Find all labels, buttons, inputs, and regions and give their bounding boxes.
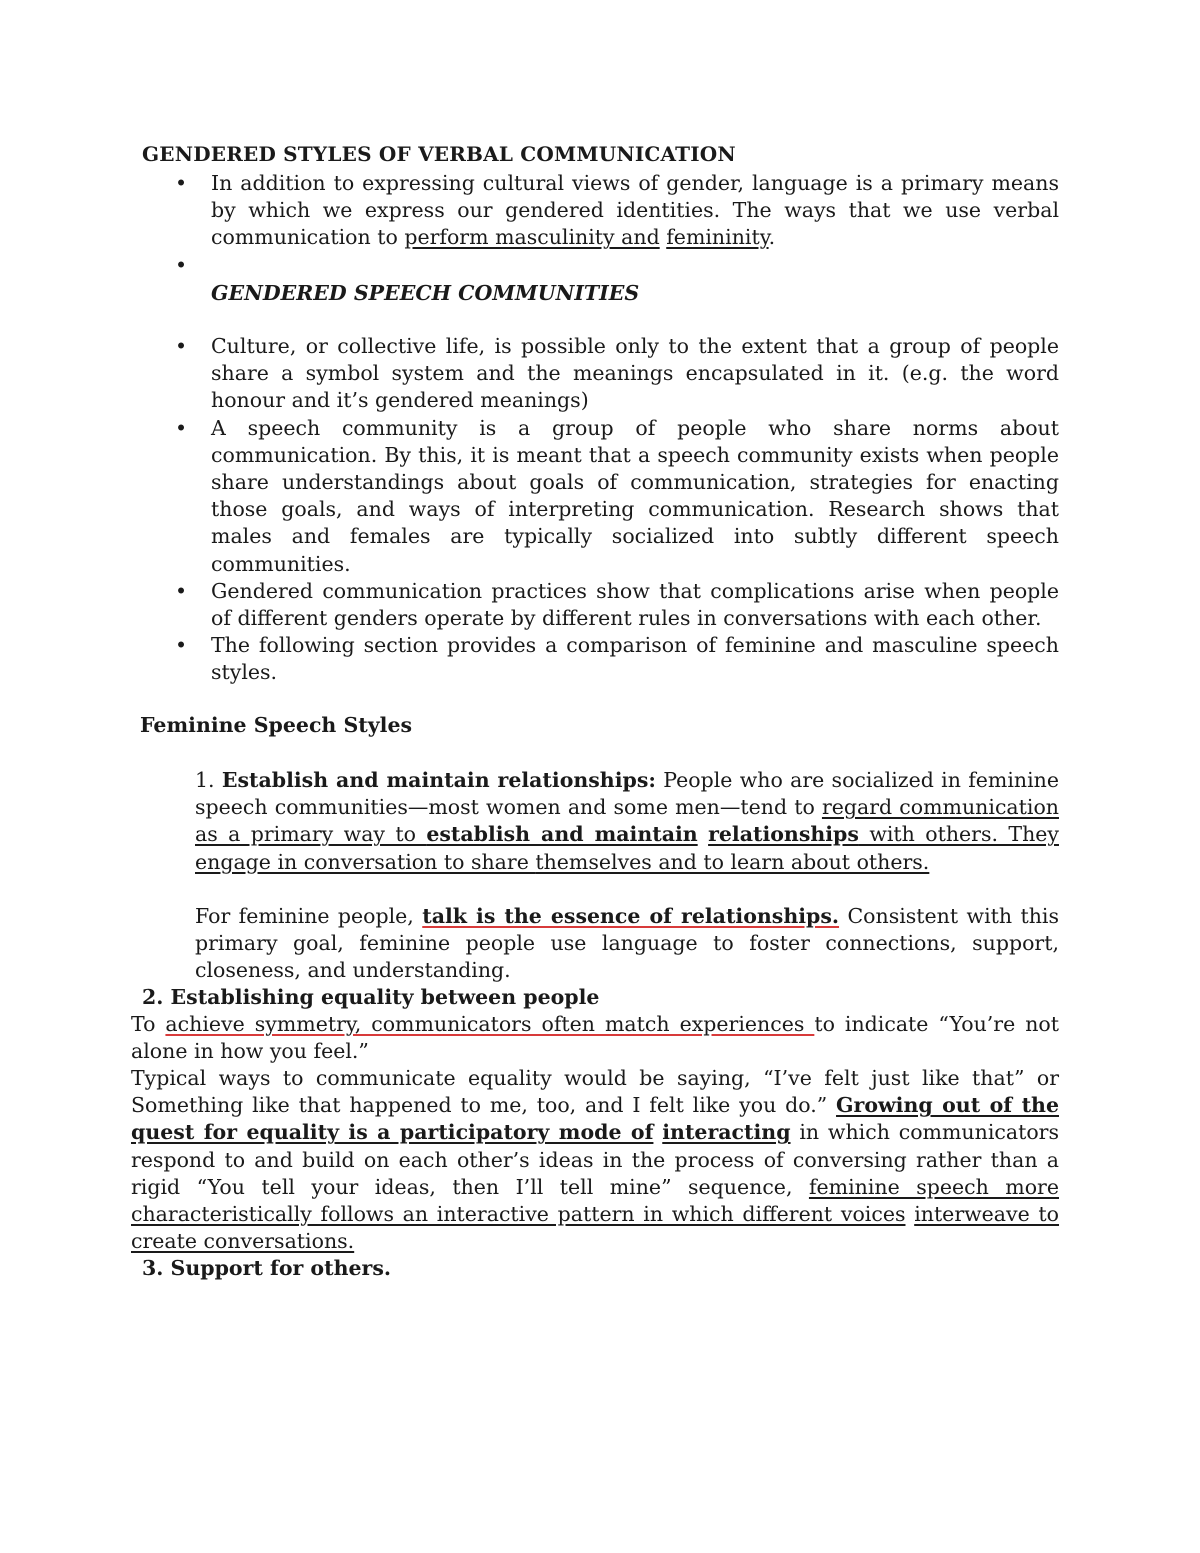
bullet-icon: • bbox=[175, 415, 188, 440]
list-item: • Culture, or collective life, is possible only to the extent that a group of people share a symbol system and the meanings encapsulated in it. (e.g. the word honour and it’s gendered meanings) bbox=[175, 334, 1059, 413]
bullet-icon: • bbox=[175, 171, 188, 195]
section-subheading: GENDERED SPEECH COMMUNITIES bbox=[211, 281, 640, 305]
empty-bullet bbox=[0, 252, 1059, 279]
page-title: GENDERED STYLES OF VERBAL COMMUNICATION bbox=[142, 142, 736, 166]
bullet-icon: • bbox=[175, 334, 188, 358]
intro-underlined-phrase: perform masculinity and bbox=[404, 225, 660, 250]
intro-text: In addition to expressing cultural views of gender, language is a primary means by which we express our gendered identities. The ways that we use verbal communication to bbox=[211, 171, 1059, 250]
item-2-body: Typical ways to communicate equality would be saying, “I’ve felt just like that” or Something like that happened to me, too, and I felt like you do.” Growing out of the quest for equality is a participatory mode of interacting in which communicators respond to and build on each other’s ideas in the process of conversing rather than a rigid “You tell your ideas, then I’ll tell mine” sequence, feminine speech more characteristically follows an interactive pattern in which different voices interweave to create conversations. bbox=[131, 1066, 1060, 1254]
item-1-label: Establish and maintain relationships: bbox=[221, 768, 656, 792]
item-1-paragraph: 1. Establish and maintain relationships: People who are socialized in feminine speech communities—most women and some men—tend to regard communication as a primary way to establish and maintain relationships with others. They engage in conversation to share themselves and to learn about others. bbox=[195, 768, 1059, 874]
list-item: • Gendered communication practices show that complications arise when people of different genders operate by different rules in conversations with each other. bbox=[175, 578, 1059, 631]
intro-underlined-word: femininity bbox=[666, 225, 769, 250]
bullet-icon: • bbox=[175, 578, 188, 603]
item-2-paragraph: To achieve symmetry, communicators often match experiences to indicate “You’re not alone in how you feel.” bbox=[131, 1012, 1059, 1064]
community-list bbox=[0, 333, 1200, 687]
item-2-heading: 2. Establishing equality between people bbox=[142, 985, 600, 1009]
bullet-icon: • bbox=[175, 252, 188, 277]
intro-list bbox=[0, 170, 1200, 279]
item-1-second-paragraph: For feminine people, talk is the essence of relationships. Consistent with this primary goal, feminine people use language to foster connections, support, closeness, and understanding. bbox=[195, 904, 1060, 983]
item-3-heading: 3. Support for others. bbox=[142, 1256, 391, 1280]
item-number: 1. bbox=[195, 768, 222, 792]
list-item: • The following section provides a comparison of feminine and masculine speech styles. bbox=[175, 633, 1059, 685]
intro-bullet: • In addition to expressing cultural views of gender, language is a primary means by which we express our gendered identities. The ways that we use verbal communication to perform masculinity and femininity. bbox=[175, 171, 1059, 250]
list-item: • A speech community is a group of people who share norms about communication. By this, it is meant that a speech community exists when people share understandings about goals of communication, strategies for enacting those goals, and ways of interpreting communication. Research shows that males and females are typically socialized into subtly different speech communities. bbox=[175, 415, 1059, 576]
highlighted-phrase: achieve symmetry, communicators often match experiences bbox=[165, 1012, 815, 1036]
bullet-icon: • bbox=[175, 633, 188, 658]
feminine-heading: Feminine Speech Styles bbox=[140, 713, 413, 737]
highlighted-phrase: talk is the essence of relationships. bbox=[422, 904, 840, 928]
